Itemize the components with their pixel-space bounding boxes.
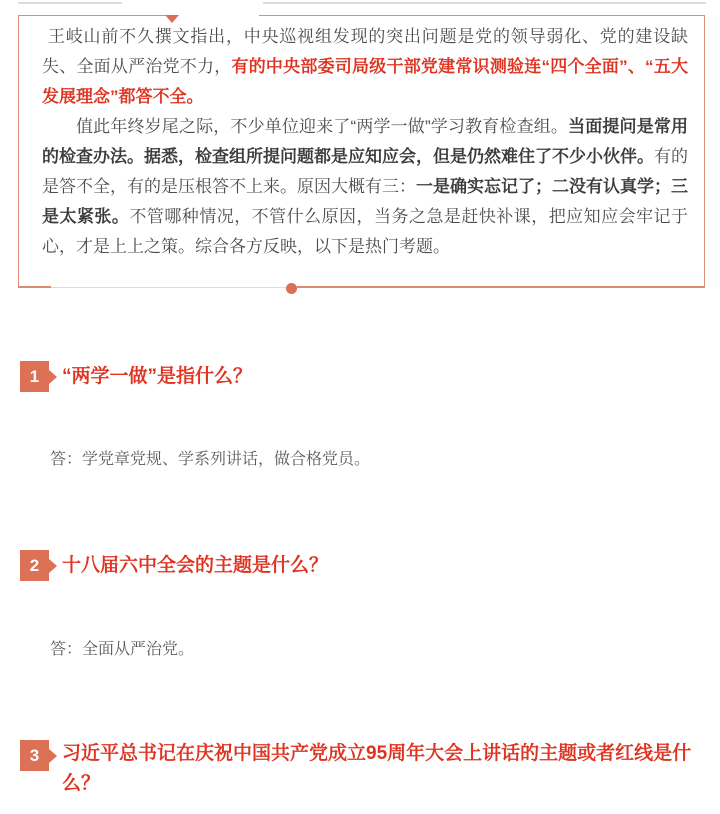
intro-p2-normal-3: 不管哪种情况，不管什么原因，当务之急是赶快补课，把应知应会牢记于心，才是上上之策。综合各方反映，以下是热门考题。 [42, 207, 689, 256]
intro-box-border-top-right [259, 15, 705, 16]
top-divider-right [263, 2, 706, 4]
intro-p1-normal: 王岐山前不久撰文指出，中央巡视组发现的突出问题是党的领导弱化、党的建设缺失、全面从严治党不力， [42, 27, 688, 76]
question-2-number-badge [20, 550, 49, 581]
question-2-number: 2 [29, 555, 40, 575]
question-3-title: 习近平总书记在庆祝中国共产党成立95周年大会上讲话的主题或者红线是什么？ [62, 743, 692, 794]
badge-arrow-icon [49, 370, 57, 384]
question-2-answer: 答：全面从严治党。 [50, 641, 195, 658]
question-1-number-badge [20, 361, 49, 392]
intro-p2-bold-2: 一是确实忘记了；二没有认真学；三是太紧张。 [42, 177, 688, 226]
question-1-number: 1 [29, 366, 40, 386]
intro-p2-bold-1: 当面提问是常用的检查办法。据悉，检查组所提问题都是应知应会，但是仍然难住了不少小伙伴。 [42, 117, 689, 166]
intro-paragraph-2 [42, 112, 688, 262]
intro-box-border-left [18, 15, 19, 288]
question-2-title: 十八届六中全会的主题是什么？ [62, 555, 329, 576]
intro-box-border-top-left [18, 15, 168, 16]
badge-arrow-icon [49, 559, 57, 573]
intro-box-border-bottom-faint [51, 287, 286, 288]
question-1-title: “两学一做”是指什么？ [62, 366, 253, 387]
intro-paragraph-1 [42, 22, 688, 112]
intro-p1-red-emphasis: 有的中央部委司局级干部党建常识测验连“四个全面”、“五大发展理念”都答不全。 [42, 57, 689, 106]
intro-box-border-bottom-right [297, 286, 705, 288]
question-1-answer: 答：学党章党规、学系列讲话，做合格党员。 [50, 451, 371, 468]
badge-arrow-icon [49, 749, 57, 763]
intro-p2-normal-1: 值此年终岁尾之际，不少单位迎来了“两学一做”学习教育检查组。 [76, 117, 569, 136]
intro-box [42, 22, 688, 262]
top-divider-left [18, 2, 122, 4]
intro-p2-normal-2: 有的是答不全，有的是压根答不上来。原因大概有三： [42, 147, 688, 196]
question-3-number-badge [20, 740, 49, 771]
intro-box-border-bottom-left [18, 286, 51, 288]
intro-box-border-right [704, 15, 705, 288]
question-3-number: 3 [29, 745, 40, 765]
dot-marker-icon [286, 283, 297, 294]
